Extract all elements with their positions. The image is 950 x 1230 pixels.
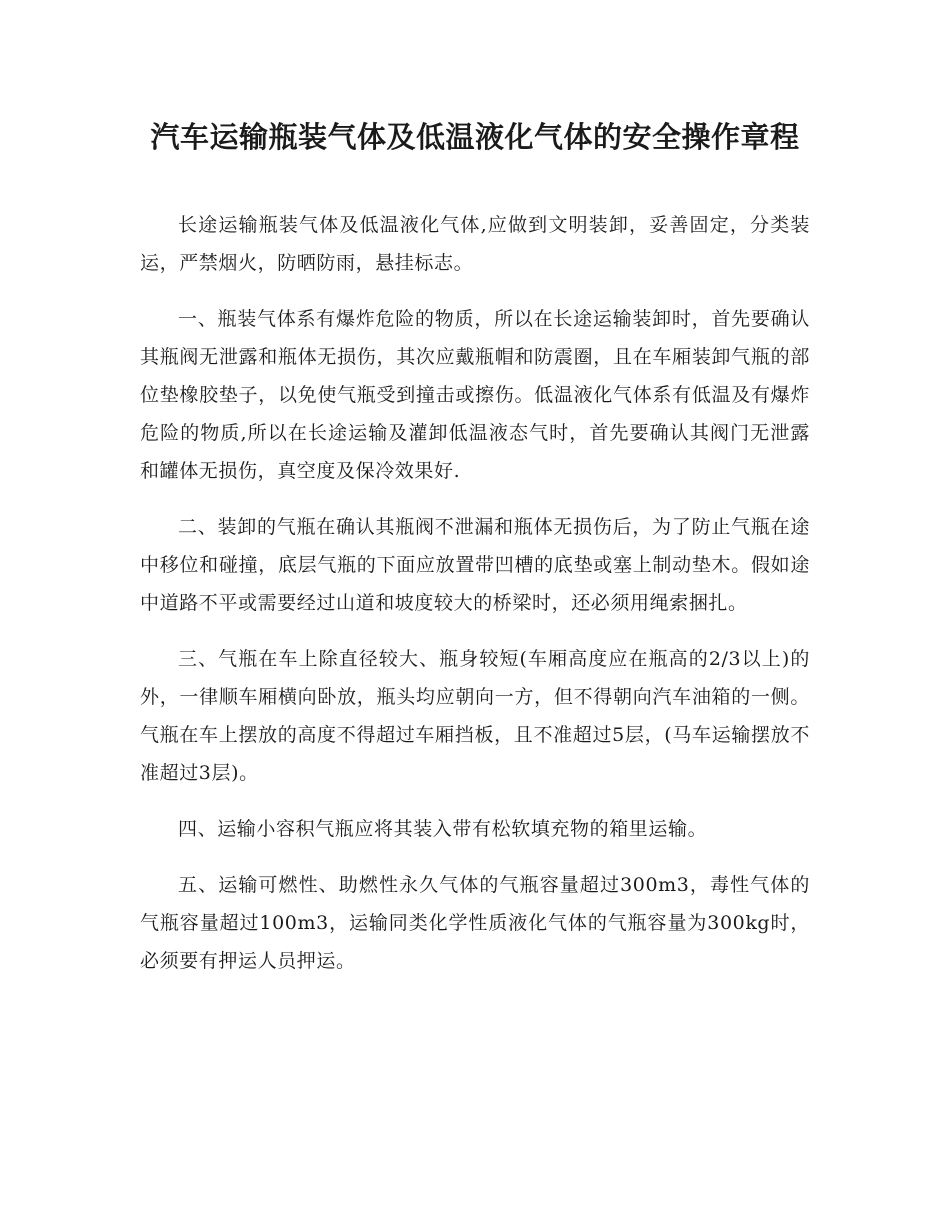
paragraph-intro: 长途运输瓶装气体及低温液化气体,应做到文明装卸，妥善固定，分类装运，严禁烟火，防晒防雨，悬挂标志。 (140, 214, 810, 274)
document-title: 汽车运输瓶装气体及低温液化气体的安全操作章程 (150, 120, 800, 154)
paragraph-section-1: 一、瓶装气体系有爆炸危险的物质，所以在长途运输装卸时，首先要确认其瓶阀无泄露和瓶体无损伤，其次应戴瓶帽和防震圈，且在车厢装卸气瓶的部位垫橡胶垫子，以免使气瓶受到撞击或擦伤。低温液化气体系有低温及有爆炸危险的物质,所以在长途运输及灌卸低温液态气时，首先要确认其阀门无泄露和罐体无损伤，真空度及保冷效果好. (140, 308, 810, 482)
paragraph-section-2: 二、装卸的气瓶在确认其瓶阀不泄漏和瓶体无损伤后，为了防止气瓶在途中移位和碰撞，底层气瓶的下面应放置带凹槽的底垫或塞上制动垫木。假如途中道路不平或需要经过山道和坡度较大的桥梁时，还必须用绳索捆扎。 (140, 516, 810, 614)
paragraph-section-4: 四、运输小容积气瓶应将其装入带有松软填充物的箱里运输。 (178, 818, 708, 840)
paragraph-section-5: 五、运输可燃性、助燃性永久气体的气瓶容量超过300m3，毒性气体的气瓶容量超过100m3，运输同类化学性质液化气体的气瓶容量为300kg时，必须要有押运人员押运。 (140, 874, 810, 972)
document-body (140, 206, 810, 998)
paragraph-section-3: 三、气瓶在车上除直径较大、瓶身较短(车厢高度应在瓶高的2/3以上)的外，一律顺车厢横向卧放，瓶头均应朝向一方，但不得朝向汽车油箱的一侧。气瓶在车上摆放的高度不得超过车厢挡板，且不准超过5层，(马车运输摆放不准超过3层)。 (140, 648, 810, 784)
